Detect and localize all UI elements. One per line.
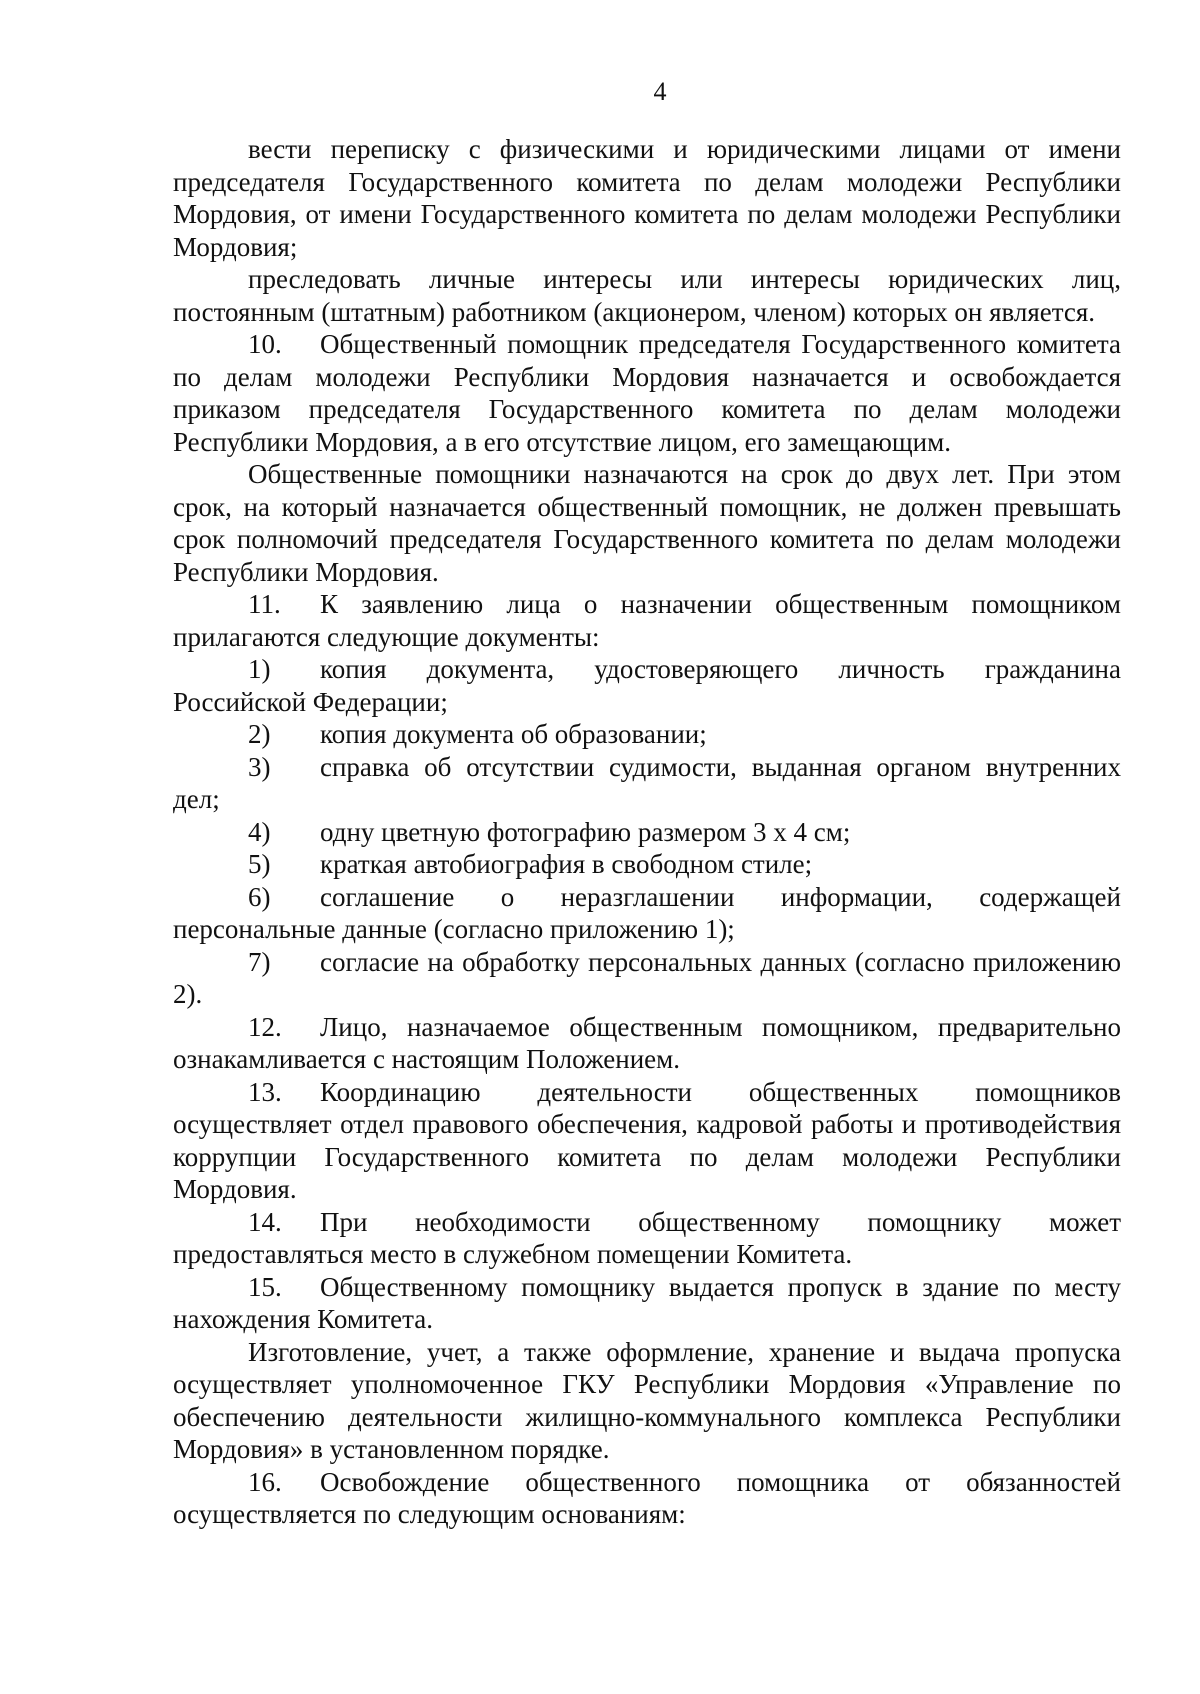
item-number: 1) bbox=[248, 654, 271, 684]
paragraph bbox=[173, 1076, 1121, 1206]
paragraph-text: копия документа, удостоверяющего личность гражданина Российской Федерации; bbox=[173, 654, 1121, 717]
paragraph-text: Общественному помощнику выдается пропуск в здание по месту нахождения Комитета. bbox=[173, 1271, 1121, 1334]
item-number: 13. bbox=[248, 1076, 282, 1107]
paragraph-text: Общественные помощники назначаются на срок до двух лет. При этом срок, на который назначается общественный помощник, не должен превышать срок полномочий председателя Государственного комитета по делам молодежи Республики Мордовия. bbox=[173, 459, 1121, 587]
paragraph-text: соглашение о неразглашении информации, содержащей персональные данные (согласно приложению 1); bbox=[173, 881, 1121, 944]
paragraph-text: копия документа об образовании; bbox=[320, 719, 707, 749]
item-number: 2) bbox=[248, 719, 271, 749]
paragraph bbox=[173, 1466, 1121, 1531]
paragraph-text: согласие на обработку персональных данных (согласно приложению 2). bbox=[173, 946, 1121, 1009]
paragraph-text: Освобождение общественного помощника от обязанностей осуществляется по следующим основаниям: bbox=[173, 1466, 1121, 1529]
paragraph-text: преследовать личные интересы или интересы юридических лиц, постоянным (штатным) работником (акционером, членом) которых он является. bbox=[173, 264, 1121, 327]
list-item bbox=[173, 946, 1121, 1011]
list-item bbox=[173, 653, 1121, 718]
paragraph bbox=[173, 133, 1121, 263]
paragraph-text: Координацию деятельности общественных помощников осуществляет отдел правового обеспечения, кадровой работы и противодействия коррупции Государственного комитета по делам молодежи Республики Мордовия. bbox=[173, 1076, 1121, 1204]
paragraph bbox=[173, 328, 1121, 458]
paragraph-text: Изготовление, учет, а также оформление, хранение и выдача пропуска осуществляет уполномоченное ГКУ Республики Мордовия «Управление по обеспечению деятельности жилищно-коммунального комплекса Республики Мордовия» в установленном порядке. bbox=[173, 1336, 1121, 1464]
paragraph bbox=[173, 458, 1121, 588]
paragraph-text: краткая автобиография в свободном стиле; bbox=[320, 849, 813, 879]
paragraph bbox=[173, 1206, 1121, 1271]
paragraph-text: вести переписку с физическими и юридическими лицами от имени председателя Государственного комитета по делам молодежи Республики Мордовия, от имени Государственного комитета по делам молодежи Республики Мордовия; bbox=[173, 134, 1121, 262]
paragraph bbox=[173, 1336, 1121, 1466]
item-number: 16. bbox=[248, 1466, 282, 1497]
paragraph-text: При необходимости общественному помощнику может предоставляться место в служебном помещении Комитета. bbox=[173, 1206, 1121, 1269]
item-number: 15. bbox=[248, 1271, 282, 1302]
document-body bbox=[173, 133, 1121, 1531]
item-number: 7) bbox=[248, 946, 271, 977]
item-number: 6) bbox=[248, 881, 271, 912]
list-item bbox=[173, 816, 1121, 849]
item-number: 14. bbox=[248, 1206, 282, 1237]
list-item bbox=[173, 881, 1121, 946]
list-item bbox=[173, 718, 1121, 751]
paragraph bbox=[173, 588, 1121, 653]
item-number: 3) bbox=[248, 751, 271, 782]
item-number: 4) bbox=[248, 816, 271, 847]
item-number: 12. bbox=[248, 1011, 282, 1042]
paragraph-text: одну цветную фотографию размером 3 х 4 см; bbox=[320, 816, 851, 847]
list-item bbox=[173, 848, 1121, 881]
item-number: 11. bbox=[248, 589, 281, 619]
paragraph bbox=[173, 1011, 1121, 1076]
paragraph-text: К заявлению лица о назначении общественным помощником прилагаются следующие документы: bbox=[173, 589, 1121, 652]
paragraph-text: справка об отсутствии судимости, выданная органом внутренних дел; bbox=[173, 751, 1121, 814]
paragraph-text: Лицо, назначаемое общественным помощником, предварительно ознакамливается с настоящим Положением. bbox=[173, 1011, 1121, 1074]
item-number: 10. bbox=[248, 329, 282, 359]
paragraph bbox=[173, 1271, 1121, 1336]
paragraph-text: Общественный помощник председателя Государственного комитета по делам молодежи Республики Мордовия назначается и освобождается приказом председателя Государственного комитета по делам молодежи Республики Мордовия, а в его отсутствие лицом, его замещающим. bbox=[173, 329, 1121, 457]
item-number: 5) bbox=[248, 849, 271, 879]
paragraph bbox=[173, 263, 1121, 328]
page-number: 4 bbox=[653, 77, 667, 106]
list-item bbox=[173, 751, 1121, 816]
